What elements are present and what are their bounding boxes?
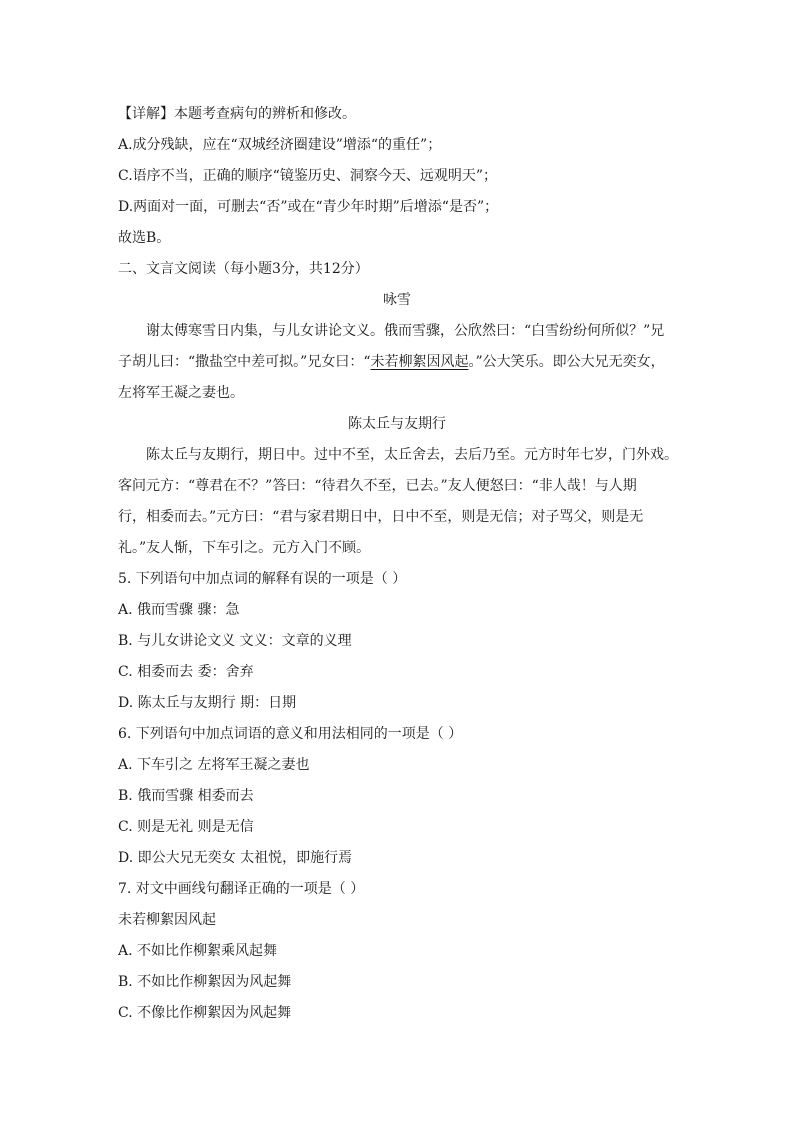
passage1-line-2 (118, 352, 678, 372)
q6-option-d: D. 即公大兄无奕女 太祖悦，即施行焉 (118, 850, 353, 866)
section-title: 二、文言文阅读（每小题3分，共12分） (118, 261, 369, 277)
q6-option-a: A. 下车引之 左将军王凝之妻也 (118, 757, 310, 773)
q6-option-b: B. 俄而雪骤 相委而去 (118, 788, 254, 804)
passage1-line-3: 左将军王凝之妻也。 (118, 385, 244, 401)
q5-option-a: A. 俄而雪骤 骤：急 (118, 602, 240, 618)
passage1-line-1: 谢太傅寒雪日内集，与儿女讲论文义。俄而雪骤，公欣然曰：“白雪纷纷何所似？”兄 (146, 323, 665, 339)
q6-option-c: C. 则是无礼 则是无信 (118, 819, 254, 835)
q5-option-d: D. 陈太丘与友期行 期：日期 (118, 695, 297, 711)
q7-stem: 7. 对文中画线句翻译正确的一项是（ ） (118, 881, 365, 897)
q5-stem: 5. 下列语句中加点词的解释有误的一项是（ ） (118, 571, 407, 587)
q6-stem: 6. 下列语句中加点词语的意义和用法相同的一项是（ ） (118, 726, 463, 742)
passage2-line-4: 礼。”友人惭，下车引之。元方入门不顾。 (118, 540, 371, 556)
q7-option-b: B. 不如比作柳絮因为风起舞 (118, 974, 292, 990)
detail-heading: 【详解】本题考查病句的辨析和修改。 (118, 106, 356, 122)
passage2-line-1: 陈太丘与友期行，期日中。过中不至，太丘舍去，去后乃至。元方时年七岁，门外戏。 (146, 447, 678, 463)
detail-item-c: C.语序不当，正确的顺序“镜鉴历史、洞察今天、远观明天”； (118, 168, 497, 184)
q5-option-c: C. 相委而去 委：舍弃 (118, 664, 254, 680)
detail-item-d: D.两面对一面，可删去“否”或在“青少年时期”后增添“是否”； (118, 199, 499, 215)
q7-option-c: C. 不像比作柳絮因为风起舞 (118, 1005, 292, 1021)
passage2-line-3: 行，相委而去。”元方曰：“君与家君期日中，日中不至，则是无信；对子骂父，则是无 (118, 509, 644, 525)
passage2-line-2: 客问元方：“尊君在不？”答曰：“待君久不至，已去。”友人便怒曰：“非人哉！与人期 (118, 478, 637, 494)
detail-item-a: A.成分残缺，应在“双城经济圈建设”增添“的重任”； (118, 137, 442, 153)
q7-sentence: 未若柳絮因风起 (118, 912, 216, 928)
underlined-sentence: 未若柳絮因风起 (370, 354, 469, 370)
passage1-line-2-end: 。”公大笑乐。即公大兄无奕女， (468, 354, 665, 370)
passage2-title: 陈太丘与友期行 (348, 416, 446, 432)
q7-option-a: A. 不如比作柳絮乘风起舞 (118, 943, 278, 959)
passage1-title: 咏雪 (383, 292, 411, 308)
q5-option-b: B. 与儿女讲论文义 文义：文章的义理 (118, 633, 352, 649)
detail-conclusion: 故选B。 (118, 230, 171, 246)
passage1-line-2-start: 子胡儿曰：“撒盐空中差可拟。”兄女曰：“ (118, 354, 371, 370)
